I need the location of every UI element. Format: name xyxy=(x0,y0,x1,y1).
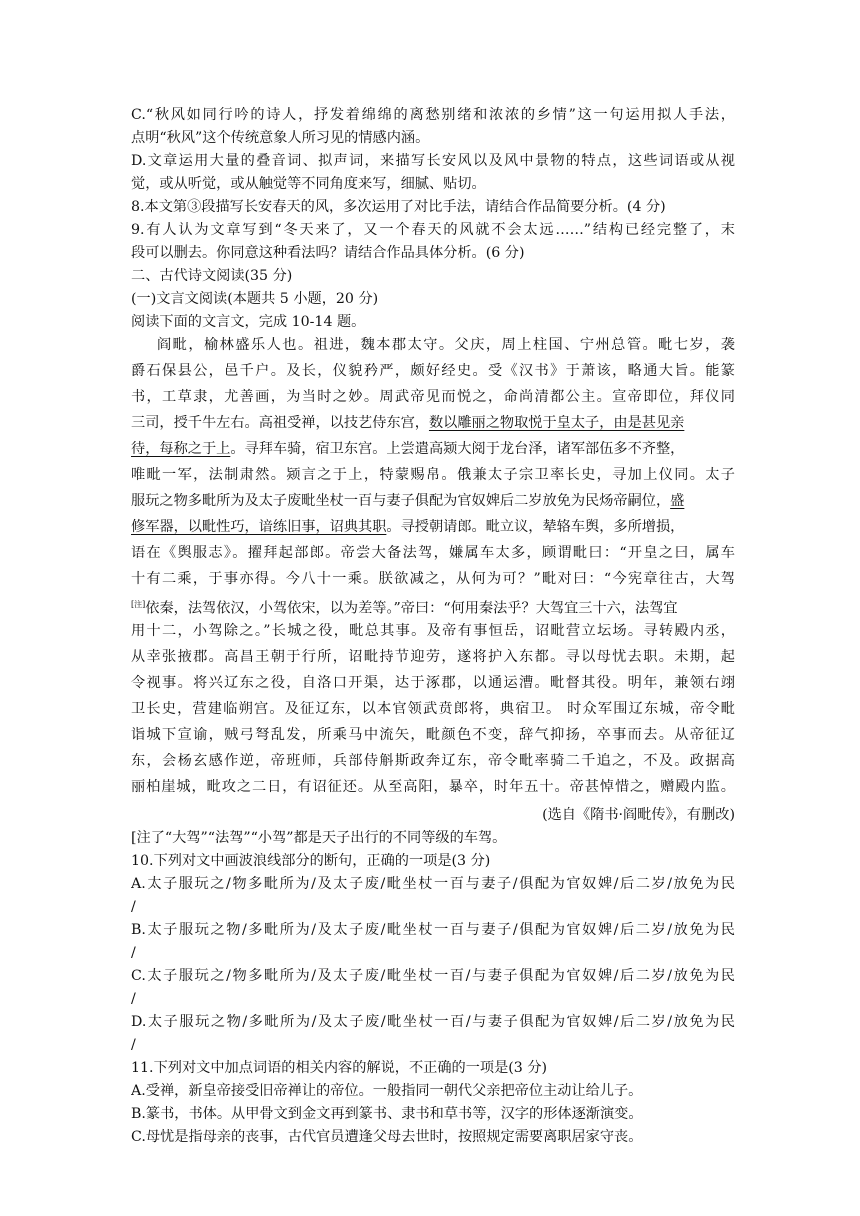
passage-line xyxy=(131,490,735,512)
footnote-marker: [注] xyxy=(131,600,146,609)
underlined-sentence: 数以雕丽之物取悦于皇太子，由是甚见亲 xyxy=(428,415,685,431)
passage-line: 丽柏崖城，毗攻之二日，有诏征还。从至高阳，暴卒，时年五十。帝甚悼惜之，赠殿内监。 xyxy=(131,779,735,795)
subsection-heading: (一)文言文阅读(本题共 5 小题，20 分) xyxy=(131,291,379,307)
passage-line: 卫长史，营建临朔宫。及征辽东，以本官领武贲郎将，典宿卫。 时众军围辽东城，帝令毗 xyxy=(131,701,735,717)
option-c-tail: / xyxy=(131,991,136,1007)
wavy-sentence: 服玩之物多毗所为及太子废毗坐杖一百与妻子俱配为官奴婢后二岁放免为民炀帝嗣位， xyxy=(131,493,671,509)
underlined-sentence: 盛 xyxy=(670,493,685,509)
question-10: 10.下列对文中画波浪线部分的断句，正确的一项是(3 分) xyxy=(131,853,491,869)
passage-text: 三司，授千牛左右。高祖受禅，以技艺侍东宫， xyxy=(131,415,429,431)
text-line: C.“秋风如同行吟的诗人，抒发着绵绵的离愁别绪和浓浓的乡情”这一句运用拟人手法， xyxy=(131,107,735,123)
passage-line: 唯毗一军，法制肃然。颎言之于上，特蒙赐帛。俄兼太子宗卫率长史，寻加上仪同。太子 xyxy=(131,467,735,483)
option-c: C.太子服玩之/物多毗所为/及太子废/毗坐杖一百/与妻子俱配为官奴婢/后二岁/放免为民 xyxy=(131,968,735,984)
text-line: 点明“秋风”这个传统意象人所习见的情感内涵。 xyxy=(131,130,430,146)
underlined-sentence: 修军器，以毗性巧，谙练旧事，诏典其职 xyxy=(131,519,387,535)
option-a: A.太子服玩之/物多毗所为/及太子废/毗坐杖一百与妻子/俱配为官奴婢/后二岁/放免为民 xyxy=(131,876,735,892)
passage-line: 令视事。将兴辽东之役，自洛口开渠，达于涿郡，以通运漕。毗督其役。明年，兼领右翊 xyxy=(131,675,735,691)
option-d-tail: / xyxy=(131,1037,136,1053)
passage-line: 语在《舆服志》。擢拜起部郎。帝尝大备法驾，嫌属车太多，顾谓毗曰：“开皇之曰，属车 xyxy=(131,545,735,561)
option-a-tail: / xyxy=(131,899,136,915)
passage-line: 东，会杨玄感作逆，帝班师，兵部侍斛斯政奔辽东，帝令毗率骑二千追之，不及。政据高 xyxy=(131,753,735,769)
question-11: 11.下列对文中加点词语的相关内容的解说，不正确的一项是(3 分) xyxy=(131,1060,548,1076)
passage-line xyxy=(131,516,735,538)
text-line: D.文章运用大量的叠音词、拟声词，来描写长安风以及风中景物的特点，这些词语或从视 xyxy=(131,153,735,169)
option-a: A.受禅，新皇帝接受旧帝禅让的帝位。一般指同一朝代父亲把帝位主动让给儿子。 xyxy=(131,1083,643,1099)
question-9: 9.有人认为文章写到“冬天来了，又一个春天的风就不会太远……”结构已经完整了，末 xyxy=(131,222,735,238)
text-line: 觉，或从听觉，或从触觉等不同角度来写，细腻、贴切。 xyxy=(131,176,486,192)
passage-line: 书，工草隶，尤善画，为当时之妙。周武帝见而悦之，命尚清都公主。宣帝即位，拜仪同 xyxy=(131,389,735,405)
passage-line: 诣城下宣谕，贼弓弩乱发，所乘马中流矢，毗颜色不变，辞气抑扬，卒事而去。从帝征辽 xyxy=(131,727,735,743)
option-b-tail: / xyxy=(131,945,136,961)
passage-line: 阎毗，榆林盛乐人也。祖进，魏本郡太守。父庆，周上柱国、宁州总管。毗七岁，袭 xyxy=(157,337,735,353)
source-citation: (选自《隋书·阎毗传》，有删改) xyxy=(542,807,735,823)
passage-line: 用十二，小驾除之。”长城之役，毗总其事。及帝有事恒岳，诏毗营立坛场。寻转殿内丞， xyxy=(131,623,735,639)
passage-line: 爵石保县公，邑千户。及长，仪貌矜严，颇好经史。受《汉书》于萧该，略通大旨。能篆 xyxy=(131,363,735,379)
passage-line xyxy=(131,438,735,460)
passage-line xyxy=(131,594,735,616)
footnote: [注了“大驾”“法驾”“小驾”都是天子出行的不同等级的车驾。 xyxy=(131,830,507,846)
passage-text: 。寻拜车骑，宿卫东宫。上尝遣高颎大阅于龙台泽，诸军部伍多不齐整， xyxy=(230,441,685,457)
instruction: 阅读下面的文言文，完成 10-14 题。 xyxy=(131,314,366,330)
section-heading: 二、古代诗文阅读(35 分) xyxy=(131,268,293,284)
passage-line xyxy=(131,412,735,434)
text-line: 段可以删去。你同意这种看法吗？请结合作品具体分析。(6 分) xyxy=(131,245,525,261)
passage-text: 。寻授朝请郎。毗立议，辇辂车舆，多所增损， xyxy=(386,519,685,535)
option-b: B.太子服玩之物/多毗所为/及太子废/毗坐杖一百与妻子/俱配为官奴婢/后二岁/放免为民 xyxy=(131,922,735,938)
option-d: D.太子服玩之物/多毗所为/及太子废/毗坐杖一百/与妻子俱配为官奴婢/后二岁/放免为民 xyxy=(131,1014,735,1030)
passage-line: 从幸张掖郡。高昌王朝于行所，诏毗持节迎劳，遂将护入东都。寻以母忧去职。未期，起 xyxy=(131,649,735,665)
option-c: C.母忧是指母亲的丧事，古代官员遭逢父母去世时，按照规定需要离职居家守丧。 xyxy=(131,1129,643,1145)
passage-line: 十有二乘，于事亦得。今八十一乘。朕欲减之，从何为可？”毗对曰：“今宪章往古，大驾 xyxy=(131,571,735,587)
question-8: 8.本文第③段描写长安春天的风，多次运用了对比手法，请结合作品简要分析。(4 分) xyxy=(131,199,666,215)
underlined-sentence: 待，每称之于上 xyxy=(131,441,231,457)
option-b: B.篆书，书体。从甲骨文到金文再到篆书、隶书和草书等，汉字的形体逐渐演变。 xyxy=(131,1106,643,1122)
passage-text: 依秦，法驾依汉，小驾依宋，以为差等。”帝曰：“何用秦法乎？大驾宜三十六，法驾宜 xyxy=(145,600,678,616)
